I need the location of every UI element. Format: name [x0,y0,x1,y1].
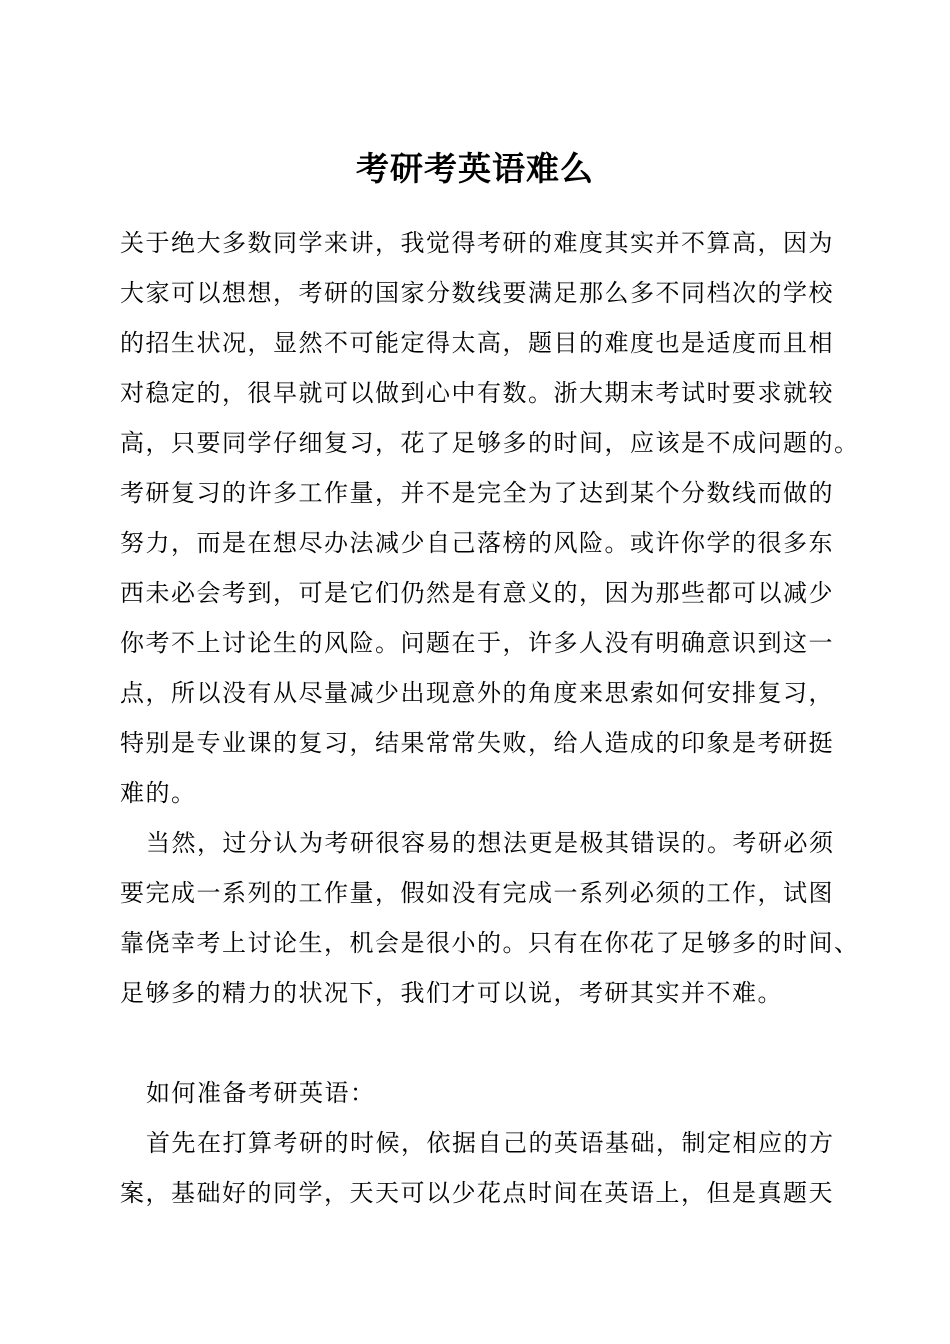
text-line: 考研复习的许多工作量，并不是完全为了达到某个分数线而做的 [120,479,834,507]
text-line: 靠侥幸考上讨论生，机会是很小的。只有在你花了足够多的时间、 [120,929,860,957]
text-line: 特别是专业课的复习，结果常常失败，给人造成的印象是考研挺 [120,729,834,757]
text-line: 要完成一系列的工作量，假如没有完成一系列必须的工作，试图 [120,879,834,907]
text-line: 关于绝大多数同学来讲，我觉得考研的难度其实并不算高，因为 [120,229,834,257]
text-line: 当然，过分认为考研很容易的想法更是极其错误的。考研必须 [146,829,835,857]
document-body [120,218,860,1218]
text-line: 的招生状况，显然不可能定得太高，题目的难度也是适度而且相 [120,329,834,357]
text-line: 足够多的精力的状况下，我们才可以说，考研其实并不难。 [120,979,783,1007]
text-line: 难的。 [120,779,197,807]
document-title: 考研考英语难么 [356,149,594,188]
text-line: 高，只要同学仔细复习，花了足够多的时间，应该是不成问题的。 [120,429,860,457]
text-line: 首先在打算考研的时候，依据自己的英语基础，制定相应的方 [146,1129,835,1157]
text-line: 对稳定的，很早就可以做到心中有数。浙大期末考试时要求就较 [120,379,834,407]
text-line: 西未必会考到，可是它们仍然是有意义的，因为那些都可以减少 [120,579,834,607]
text-line: 大家可以想想，考研的国家分数线要满足那么多不同档次的学校 [120,279,834,307]
paragraph-gap [120,1018,860,1068]
section-heading: 如何准备考研英语： [146,1079,376,1107]
text-line: 你考不上讨论生的风险。问题在于，许多人没有明确意识到这一 [120,629,834,657]
text-line: 点，所以没有从尽量减少出现意外的角度来思索如何安排复习， [120,679,834,707]
text-line: 努力，而是在想尽办法减少自己落榜的风险。或许你学的很多东 [120,529,834,557]
text-line: 案，基础好的同学，天天可以少花点时间在英语上，但是真题天 [120,1179,834,1207]
